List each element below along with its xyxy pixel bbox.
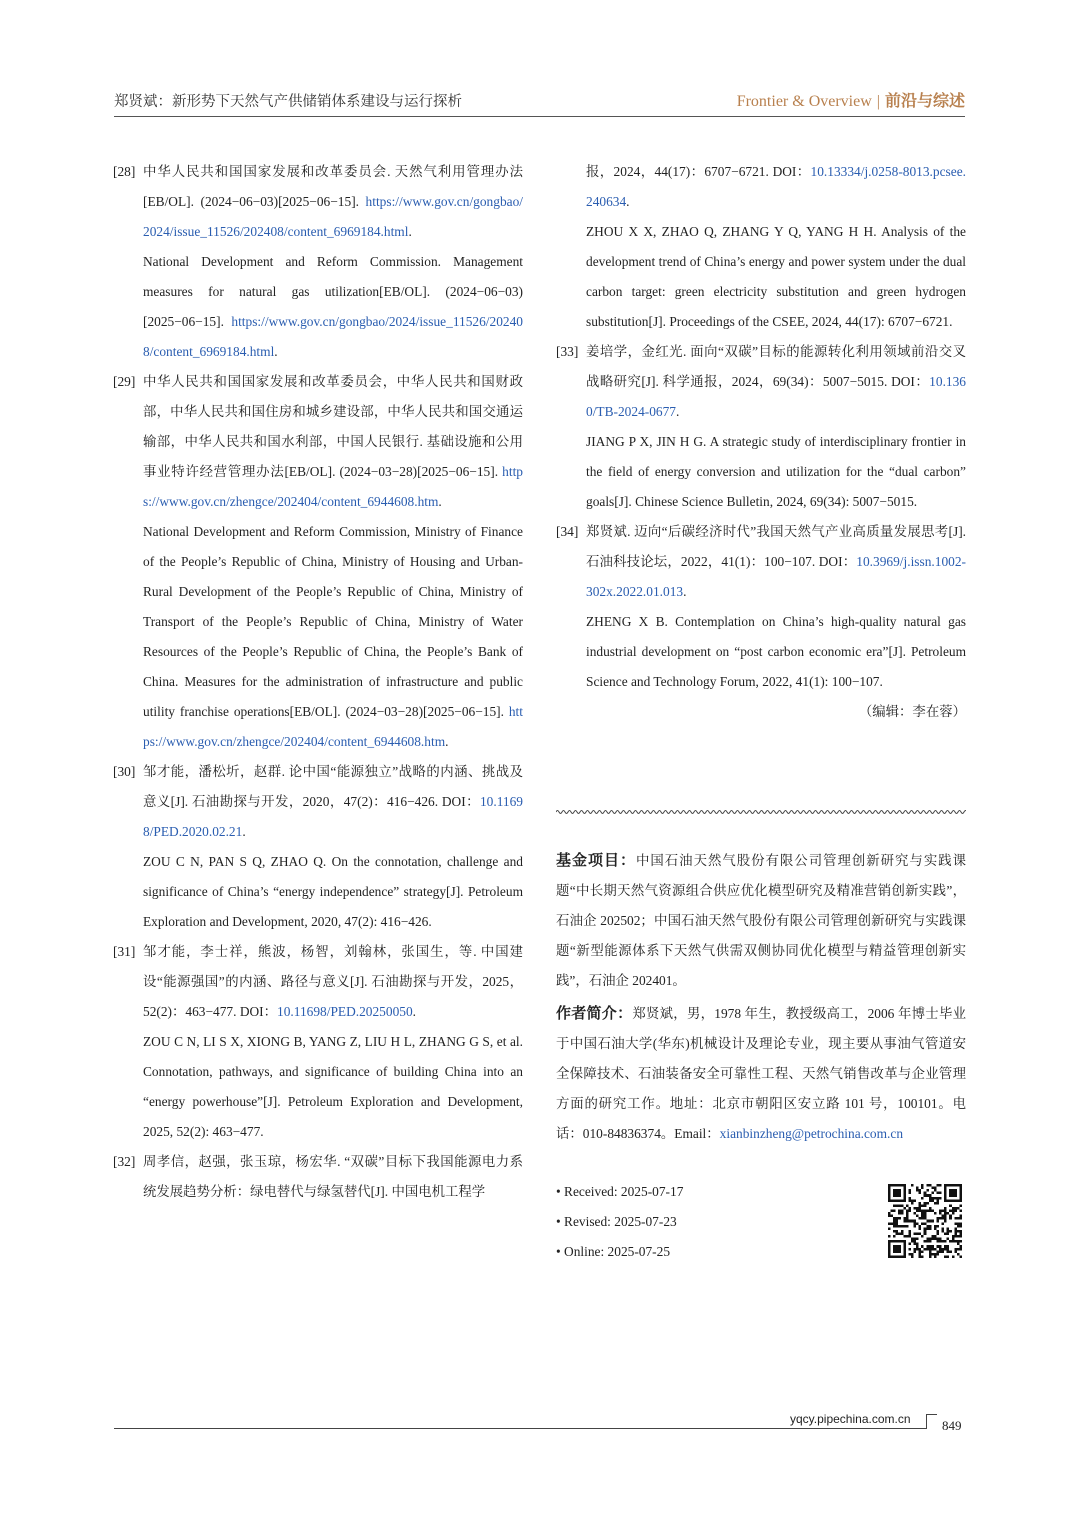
reference-cn-text [586, 517, 966, 607]
reference-en-body: ZHOU X X, ZHAO Q, ZHANG Y Q, YANG H H. Analysis of the development trend of China’s energy and power system under the dual carbon target: green electricity substitution and green hydrogen substitution[J]. Proceedings of the CSEE, 2024, 44(17): 6707−6721. [586, 224, 966, 329]
reference-item [113, 367, 523, 757]
references-right-column [556, 157, 966, 727]
reference-cn-text [143, 157, 523, 247]
reference-link[interactable]: 10.11698/PED.20250050 [277, 1004, 413, 1019]
reference-number: [32] [113, 1154, 136, 1169]
author-bio [556, 998, 966, 1149]
reference-en-text [586, 217, 966, 337]
reference-tail: . [445, 734, 449, 749]
received-date: • Received: 2025-07-17 [556, 1184, 684, 1199]
online-date: • Online: 2025-07-25 [556, 1244, 671, 1259]
section-label-cn: 前沿与综述 [884, 91, 965, 110]
article-info [556, 845, 966, 1149]
section-label [737, 88, 965, 111]
reference-item [113, 157, 523, 367]
reference-tail: . [676, 404, 680, 419]
reference-link[interactable]: 10.11698/PED.2020.02.21 [143, 794, 523, 839]
reference-item [556, 517, 966, 697]
wavy-divider [556, 805, 966, 819]
running-header [114, 86, 965, 117]
reference-link[interactable]: 10.3969/j.issn.1002-302x.2022.01.013 [586, 554, 966, 599]
article-dates [556, 1177, 683, 1267]
funding-label: 基金项目： [556, 851, 637, 869]
reference-tail: . [683, 584, 687, 599]
revised-date: • Revised: 2025-07-23 [556, 1214, 677, 1229]
reference-cn-text [143, 937, 523, 1027]
section-separator: | [876, 93, 880, 110]
reference-tail: . [412, 1004, 417, 1019]
reference-cn-body: 郑贤斌. 迈向“后碳经济时代”我国天然气产业高质量发展思考[J]. 石油科技论坛，2022，41(1)：100−107. DOI： [586, 524, 966, 569]
reference-en-text [586, 427, 966, 517]
reference-number: [28] [113, 164, 136, 179]
author-label: 作者简介： [556, 1004, 633, 1022]
section-label-en: Frontier & Overview [736, 93, 872, 110]
reference-link[interactable]: 10.13334/j.0258-8013.pcsee.240634 [586, 164, 966, 209]
reference-en-body: National Development and Reform Commission. Management measures for natural gas utilization[EB/OL]. (2024−06−03)[2025−06−15]. [143, 254, 523, 329]
reference-item [113, 1147, 523, 1207]
reference-cn-text [143, 757, 523, 847]
reference-tail: . [626, 194, 630, 209]
reference-link[interactable]: https://www.gov.cn/zhengce/202404/content_6944608.htm [143, 704, 523, 749]
funding-text: 中国石油天然气股份有限公司管理创新研究与实践课题“中长期天然气资源组合供应优化模型研究及精准营销创新实践”，石油企 202502；中国石油天然气股份有限公司管理创新研究与实践课题“新型能源体系下天然气供需双侧协同优化模型与精益管理创新实践”，石油企 202401。 [556, 853, 966, 988]
reference-number: [33] [556, 344, 579, 359]
reference-item [113, 757, 523, 937]
reference-cn-body: 报，2024，44(17)：6707−6721. DOI： [586, 164, 811, 179]
references-left-column [113, 157, 523, 1207]
reference-en-text [143, 847, 523, 937]
reference-tail: . [274, 344, 278, 359]
qr-code[interactable] [888, 1184, 962, 1258]
reference-number: [29] [113, 374, 136, 389]
reference-cn-text [586, 337, 966, 427]
page-number: 849 [942, 1418, 962, 1433]
reference-en-body: ZOU C N, PAN S Q, ZHAO Q. On the connotation, challenge and significance of China’s “energy independence” strategy[J]. Petroleum Exploration and Development, 2020, 47(2): 416−426. [143, 854, 523, 929]
reference-link[interactable]: https://www.gov.cn/gongbao/2024/issue_11526/202408/content_6969184.html [143, 194, 523, 239]
reference-en-body: ZHENG X B. Contemplation on China’s high-quality natural gas industrial development on “post carbon economic era”[J]. Petroleum Science and Technology Forum, 2022, 41(1): 100−107. [586, 614, 966, 689]
reference-tail: . [438, 494, 442, 509]
reference-cn-text [143, 367, 523, 517]
reference-en-text [143, 517, 523, 757]
editor-note: （编辑：李在蓉） [858, 704, 966, 719]
reference-link[interactable]: 10.1360/TB-2024-0677 [586, 374, 966, 419]
reference-en-body: ZOU C N, LI S X, XIONG B, YANG Z, LIU H L, ZHANG G S, et al. Connotation, pathways, and significance of building China into an “energy powerhouse”[J]. Petroleum Exploration and Development, 2025, 52(2): 463−477. [143, 1034, 523, 1139]
reference-cn-body: 邹才能，潘松圻，赵群. 论中国“能源独立”战略的内涵、挑战及意义[J]. 石油勘探与开发，2020，47(2)：416−426. DOI： [143, 764, 523, 809]
footer-rule [114, 1428, 926, 1429]
reference-cn-body: 中华人民共和国国家发展和改革委员会. 天然气利用管理办法[EB/OL]. (2024−06−03)[2025−06−15]. [143, 164, 523, 209]
reference-cn-body: 中华人民共和国国家发展和改革委员会，中华人民共和国财政部，中华人民共和国住房和城乡建设部，中华人民共和国交通运输部，中华人民共和国水利部，中国人民银行. 基础设施和公用事业特许经营管理办法[EB/OL]. (2024−03−28)[2025−06−15]. [143, 374, 523, 479]
reference-item [556, 157, 966, 337]
reference-number: [34] [556, 524, 579, 539]
author-text: 郑贤斌，男，1978 年生，教授级高工，2006 年博士毕业于中国石油大学(华东)机械设计及理论专业，现主要从事油气管道安全保障技术、石油装备安全可靠性工程、天然气销售改革与企业管理方面的研究工作。地址：北京市朝阳区安立路 101 号，100101。电话：010-84836374。Email： [556, 1006, 966, 1141]
reference-link[interactable]: https://www.gov.cn/zhengce/202404/content_6944608.htm [143, 464, 523, 509]
reference-cn-body: 周孝信，赵强，张玉琼，杨宏华. “双碳”目标下我国能源电力系统发展趋势分析：绿电替代与绿氢替代[J]. 中国电机工程学 [143, 1154, 523, 1199]
reference-cn-body: 邹才能，李士祥，熊波，杨智，刘翰林，张国生，等. 中国建设“能源强国”的内涵、路径与意义[J]. 石油勘探与开发，2025，52(2)：463−477. DOI： [143, 944, 523, 1019]
reference-en-body: JIANG P X, JIN H G. A strategic study of interdisciplinary frontier in the field of energy conversion and utilization for the “dual carbon” goals[J]. Chinese Science Bulletin, 2024, 69(34): 5007−5015. [586, 434, 966, 509]
reference-number: [30] [113, 764, 136, 779]
reference-en-text [143, 1027, 523, 1147]
reference-en-text [143, 247, 523, 367]
reference-en-text [586, 607, 966, 697]
author-email-link[interactable]: xianbinzheng@petrochina.com.cn [719, 1126, 904, 1141]
reference-item [113, 937, 523, 1147]
reference-en-body: National Development and Reform Commission, Ministry of Finance of the People’s Republic of China, Ministry of Housing and Urban-Rural Development of the People’s Republic of China, Ministry of Transport of the People’s Republic of China, Ministry of Water Resources of the People’s Republic of China, the People’s Bank of China. Measures for the administration of infrastructure and public utility franchise operations[EB/OL]. (2024−03−28)[2025−06−15]. [143, 524, 523, 719]
footer-journal-url[interactable]: yqcy.pipechina.com.cn [790, 1412, 911, 1426]
reference-link[interactable]: https://www.gov.cn/gongbao/2024/issue_11526/202408/content_6969184.html [143, 314, 523, 359]
reference-number: [31] [113, 944, 136, 959]
reference-cn-text [143, 1147, 523, 1207]
article-running-title: 郑贤斌：新形势下天然气产供储销体系建设与运行探析 [114, 94, 462, 110]
reference-tail: . [242, 824, 246, 839]
reference-item [556, 337, 966, 517]
reference-cn-text [586, 157, 966, 217]
reference-tail: . [408, 224, 412, 239]
funding-statement [556, 845, 966, 996]
page-number-bracket [926, 1414, 937, 1429]
reference-cn-body: 姜培学，金红光. 面向“双碳”目标的能源转化利用领域前沿交叉战略研究[J]. 科学通报，2024，69(34)：5007−5015. DOI： [586, 344, 966, 389]
